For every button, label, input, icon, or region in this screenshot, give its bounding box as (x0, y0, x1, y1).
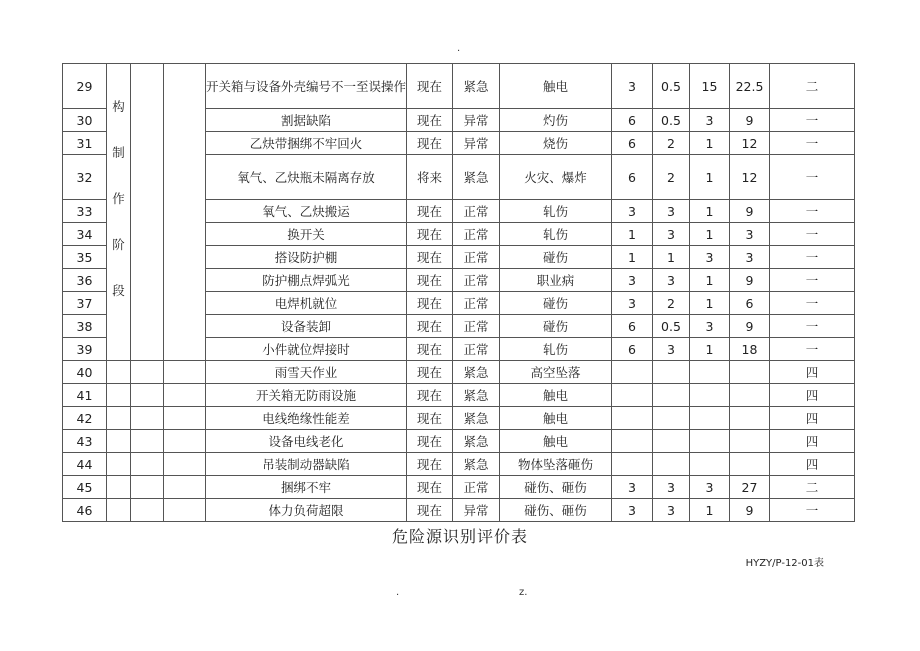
exposure-cell (653, 407, 690, 430)
consequence-cell: 触电 (500, 64, 612, 109)
table-title: 危险源识别评价表 (391, 527, 528, 546)
risk-level-cell: 一 (770, 269, 855, 292)
likelihood-cell: 1 (612, 223, 653, 246)
state-cell: 正常 (453, 246, 500, 269)
time-cell: 现在 (407, 109, 453, 132)
state-cell: 异常 (453, 499, 500, 522)
risk-level-cell: 四 (770, 430, 855, 453)
likelihood-cell: 6 (612, 109, 653, 132)
likelihood-cell (612, 384, 653, 407)
time-cell: 现在 (407, 476, 453, 499)
row-number-cell: 43 (63, 430, 107, 453)
stage-char: 段 (112, 283, 125, 298)
risk-score-cell: 3 (730, 246, 770, 269)
risk-score-cell: 9 (730, 200, 770, 223)
activity-cell: 体力负荷超限 (206, 499, 407, 522)
stage-cell (107, 476, 131, 499)
consequence-score-cell: 3 (690, 246, 730, 269)
row-number-cell: 35 (63, 246, 107, 269)
row-number-cell: 38 (63, 315, 107, 338)
table-row (63, 430, 855, 453)
table-row (63, 361, 855, 384)
stage-cell (107, 430, 131, 453)
activity-cell: 雨雪天作业 (206, 361, 407, 384)
risk-level-cell: 二 (770, 64, 855, 109)
state-cell: 异常 (453, 109, 500, 132)
table-row (63, 453, 855, 476)
risk-score-cell: 18 (730, 338, 770, 361)
risk-score-cell: 27 (730, 476, 770, 499)
time-cell: 现在 (407, 499, 453, 522)
likelihood-cell (612, 430, 653, 453)
empty-cell (164, 430, 206, 453)
empty-cell (164, 499, 206, 522)
stage-label (107, 95, 130, 329)
risk-score-cell: 6 (730, 292, 770, 315)
activity-cell: 设备装卸 (206, 315, 407, 338)
risk-level-cell: 四 (770, 384, 855, 407)
consequence-score-cell: 3 (690, 315, 730, 338)
risk-level-cell: 一 (770, 292, 855, 315)
exposure-cell (653, 384, 690, 407)
risk-score-cell: 9 (730, 499, 770, 522)
state-cell: 紧急 (453, 407, 500, 430)
empty-cell (164, 476, 206, 499)
risk-level-cell: 一 (770, 223, 855, 246)
likelihood-cell: 3 (612, 292, 653, 315)
state-cell: 正常 (453, 269, 500, 292)
empty-cell (131, 361, 164, 384)
exposure-cell (653, 361, 690, 384)
consequence-cell: 触电 (500, 407, 612, 430)
exposure-cell: 3 (653, 223, 690, 246)
activity-cell: 氧气、乙炔瓶未隔离存放 (206, 155, 407, 200)
empty-cell (164, 361, 206, 384)
consequence-cell: 物体坠落砸伤 (500, 453, 612, 476)
likelihood-cell: 3 (612, 476, 653, 499)
row-number-cell: 44 (63, 453, 107, 476)
risk-level-cell: 一 (770, 499, 855, 522)
time-cell: 现在 (407, 132, 453, 155)
consequence-score-cell (690, 384, 730, 407)
risk-score-cell (730, 384, 770, 407)
risk-level-cell: 四 (770, 361, 855, 384)
exposure-cell (653, 430, 690, 453)
activity-cell: 捆绑不牢 (206, 476, 407, 499)
consequence-cell: 职业病 (500, 269, 612, 292)
table-row (63, 407, 855, 430)
table-row (63, 499, 855, 522)
consequence-cell: 灼伤 (500, 109, 612, 132)
exposure-cell: 3 (653, 476, 690, 499)
consequence-score-cell: 1 (690, 132, 730, 155)
row-number-cell: 41 (63, 384, 107, 407)
footer-dot: . (396, 587, 400, 598)
likelihood-cell: 3 (612, 200, 653, 223)
state-cell: 正常 (453, 223, 500, 246)
consequence-score-cell: 1 (690, 269, 730, 292)
exposure-cell: 3 (653, 499, 690, 522)
time-cell: 将来 (407, 155, 453, 200)
time-cell: 现在 (407, 361, 453, 384)
stage-cell (107, 64, 131, 361)
time-cell: 现在 (407, 407, 453, 430)
form-code: HYZY/P-12-01表 (745, 558, 824, 569)
state-cell: 紧急 (453, 453, 500, 476)
consequence-score-cell: 1 (690, 499, 730, 522)
empty-cell (164, 64, 206, 361)
likelihood-cell: 6 (612, 132, 653, 155)
state-cell: 正常 (453, 315, 500, 338)
activity-cell: 小件就位焊接时 (206, 338, 407, 361)
consequence-cell: 高空坠落 (500, 361, 612, 384)
row-number-cell: 40 (63, 361, 107, 384)
time-cell: 现在 (407, 200, 453, 223)
footer-mark: z. (519, 587, 528, 598)
time-cell: 现在 (407, 292, 453, 315)
risk-level-cell: 一 (770, 246, 855, 269)
exposure-cell: 2 (653, 292, 690, 315)
risk-score-cell: 9 (730, 315, 770, 338)
stage-char: 作 (112, 191, 125, 206)
empty-cell (164, 384, 206, 407)
activity-cell: 乙炔带捆绑不牢回火 (206, 132, 407, 155)
risk-level-cell: 四 (770, 407, 855, 430)
stage-char: 制 (112, 145, 125, 160)
state-cell: 紧急 (453, 361, 500, 384)
consequence-score-cell: 15 (690, 64, 730, 109)
likelihood-cell (612, 407, 653, 430)
risk-score-cell (730, 361, 770, 384)
activity-cell: 氧气、乙炔搬运 (206, 200, 407, 223)
exposure-cell: 3 (653, 269, 690, 292)
activity-cell: 开关箱与设备外壳编号不一至误操作 (206, 64, 407, 109)
exposure-cell: 3 (653, 200, 690, 223)
consequence-cell: 碰伤 (500, 315, 612, 338)
consequence-cell: 烧伤 (500, 132, 612, 155)
risk-score-cell: 3 (730, 223, 770, 246)
consequence-cell: 轧伤 (500, 338, 612, 361)
time-cell: 现在 (407, 338, 453, 361)
time-cell: 现在 (407, 384, 453, 407)
consequence-score-cell (690, 430, 730, 453)
stage-char: 阶 (112, 237, 125, 252)
activity-cell: 电焊机就位 (206, 292, 407, 315)
time-cell: 现在 (407, 430, 453, 453)
consequence-cell: 碰伤 (500, 292, 612, 315)
activity-cell: 开关箱无防雨设施 (206, 384, 407, 407)
empty-cell (131, 476, 164, 499)
time-cell: 现在 (407, 223, 453, 246)
state-cell: 异常 (453, 132, 500, 155)
row-number-cell: 33 (63, 200, 107, 223)
state-cell: 正常 (453, 476, 500, 499)
empty-cell (131, 453, 164, 476)
stage-cell (107, 407, 131, 430)
consequence-score-cell (690, 361, 730, 384)
row-number-cell: 37 (63, 292, 107, 315)
stage-cell (107, 384, 131, 407)
empty-cell (131, 499, 164, 522)
header-mark: . (457, 43, 461, 54)
row-number-cell: 46 (63, 499, 107, 522)
risk-level-cell: 一 (770, 200, 855, 223)
likelihood-cell (612, 453, 653, 476)
likelihood-cell: 3 (612, 64, 653, 109)
exposure-cell: 3 (653, 338, 690, 361)
activity-cell: 搭设防护棚 (206, 246, 407, 269)
risk-level-cell: 二 (770, 476, 855, 499)
activity-cell: 防护棚点焊弧光 (206, 269, 407, 292)
table-row (63, 384, 855, 407)
likelihood-cell: 3 (612, 499, 653, 522)
row-number-cell: 34 (63, 223, 107, 246)
consequence-cell: 触电 (500, 430, 612, 453)
state-cell: 正常 (453, 292, 500, 315)
time-cell: 现在 (407, 453, 453, 476)
exposure-cell: 2 (653, 155, 690, 200)
consequence-score-cell: 3 (690, 476, 730, 499)
row-number-cell: 30 (63, 109, 107, 132)
row-number-cell: 42 (63, 407, 107, 430)
empty-cell (164, 453, 206, 476)
consequence-score-cell (690, 407, 730, 430)
consequence-score-cell: 1 (690, 155, 730, 200)
risk-level-cell: 一 (770, 109, 855, 132)
stage-cell (107, 453, 131, 476)
activity-cell: 电线绝缘性能差 (206, 407, 407, 430)
likelihood-cell: 6 (612, 155, 653, 200)
likelihood-cell: 6 (612, 338, 653, 361)
risk-level-cell: 一 (770, 132, 855, 155)
likelihood-cell (612, 361, 653, 384)
state-cell: 正常 (453, 200, 500, 223)
risk-score-cell (730, 453, 770, 476)
time-cell: 现在 (407, 315, 453, 338)
time-cell: 现在 (407, 269, 453, 292)
time-cell: 现在 (407, 64, 453, 109)
state-cell: 紧急 (453, 430, 500, 453)
risk-level-cell: 一 (770, 338, 855, 361)
state-cell: 正常 (453, 338, 500, 361)
row-number-cell: 31 (63, 132, 107, 155)
risk-score-cell: 12 (730, 132, 770, 155)
likelihood-cell: 6 (612, 315, 653, 338)
likelihood-cell: 1 (612, 246, 653, 269)
risk-score-cell: 9 (730, 109, 770, 132)
consequence-cell: 碰伤、砸伤 (500, 499, 612, 522)
state-cell: 紧急 (453, 155, 500, 200)
risk-score-cell: 9 (730, 269, 770, 292)
consequence-score-cell: 1 (690, 292, 730, 315)
row-number-cell: 36 (63, 269, 107, 292)
consequence-cell: 火灾、爆炸 (500, 155, 612, 200)
consequence-cell: 轧伤 (500, 200, 612, 223)
risk-score-cell (730, 430, 770, 453)
consequence-cell: 碰伤 (500, 246, 612, 269)
empty-cell (131, 384, 164, 407)
hazard-table (62, 63, 855, 522)
exposure-cell (653, 453, 690, 476)
risk-score-cell: 22.5 (730, 64, 770, 109)
empty-cell (164, 407, 206, 430)
likelihood-cell: 3 (612, 269, 653, 292)
stage-char: 构 (112, 99, 125, 114)
risk-score-cell: 12 (730, 155, 770, 200)
empty-cell (131, 407, 164, 430)
consequence-score-cell: 3 (690, 109, 730, 132)
consequence-score-cell: 1 (690, 200, 730, 223)
empty-cell (131, 64, 164, 361)
consequence-score-cell: 1 (690, 223, 730, 246)
activity-cell: 换开关 (206, 223, 407, 246)
exposure-cell: 0.5 (653, 64, 690, 109)
risk-level-cell: 四 (770, 453, 855, 476)
state-cell: 紧急 (453, 384, 500, 407)
consequence-cell: 轧伤 (500, 223, 612, 246)
row-number-cell: 45 (63, 476, 107, 499)
activity-cell: 设备电线老化 (206, 430, 407, 453)
row-number-cell: 39 (63, 338, 107, 361)
consequence-score-cell (690, 453, 730, 476)
exposure-cell: 1 (653, 246, 690, 269)
exposure-cell: 0.5 (653, 109, 690, 132)
state-cell: 紧急 (453, 64, 500, 109)
consequence-cell: 触电 (500, 384, 612, 407)
risk-score-cell (730, 407, 770, 430)
time-cell: 现在 (407, 246, 453, 269)
row-number-cell: 29 (63, 64, 107, 109)
consequence-cell: 碰伤、砸伤 (500, 476, 612, 499)
risk-level-cell: 一 (770, 315, 855, 338)
activity-cell: 吊装制动器缺陷 (206, 453, 407, 476)
row-number-cell: 32 (63, 155, 107, 200)
empty-cell (131, 430, 164, 453)
stage-cell (107, 361, 131, 384)
exposure-cell: 0.5 (653, 315, 690, 338)
risk-level-cell: 一 (770, 155, 855, 200)
consequence-score-cell: 1 (690, 338, 730, 361)
activity-cell: 割据缺陷 (206, 109, 407, 132)
table-row (63, 476, 855, 499)
stage-cell (107, 499, 131, 522)
table-row (63, 64, 855, 109)
exposure-cell: 2 (653, 132, 690, 155)
